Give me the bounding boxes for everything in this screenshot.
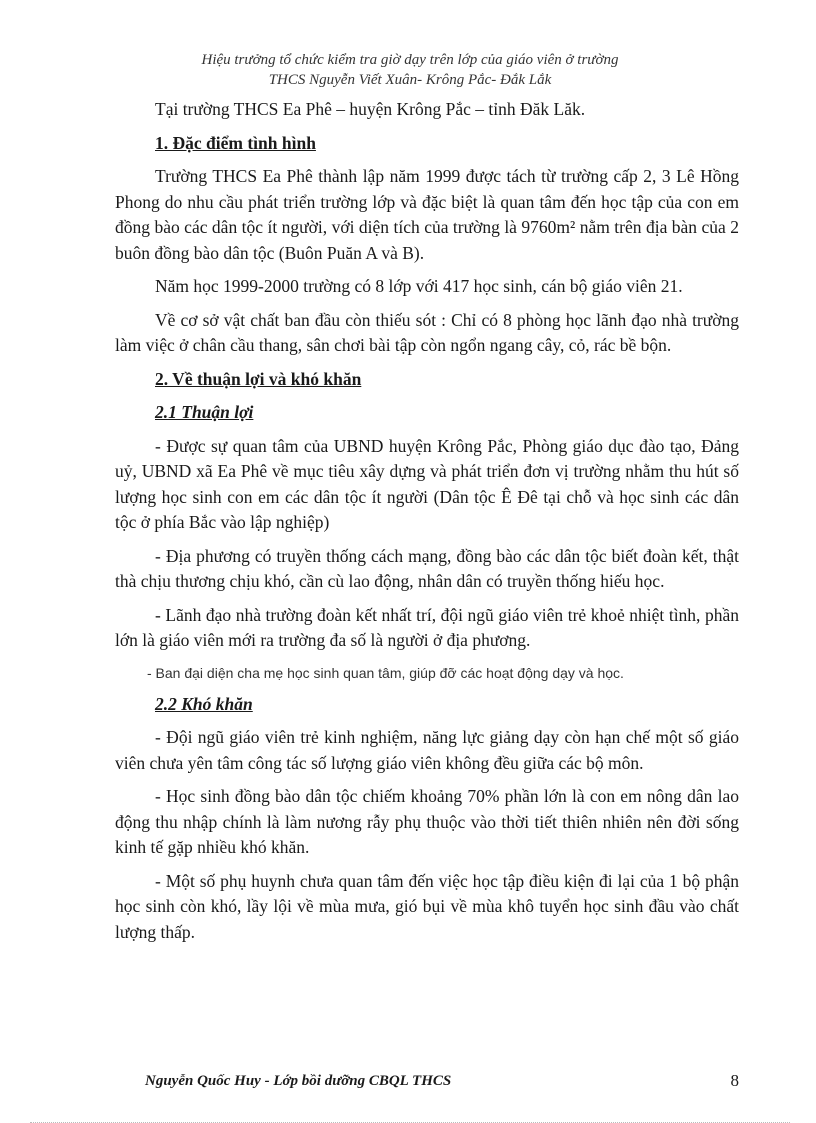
paragraph: Về cơ sở vật chất ban đầu còn thiếu sót : Chỉ có 8 phòng học lãnh đạo nhà trường làm việc ở chân cầu thang, sân chơi bài tập còn ngổn ngang cây, cỏ, rác bề bộn. — [115, 309, 739, 355]
paragraph: - Một số phụ huynh chưa quan tâm đến việc học tập điều kiện đi lại của 1 bộ phận học sinh còn khó, lầy lội về mùa mưa, gió bụi về mùa khô tuyển học sinh đầu vào chất lượng thấp. — [115, 870, 739, 942]
section-2-title: 2. Về thuận lợi và khó khăn — [155, 368, 362, 389]
subsection-2-2-heading — [155, 692, 739, 718]
paragraph: - Địa phương có truyền thống cách mạng, đồng bào các dân tộc biết đoàn kết, thật thà chịu thương chịu khó, cần cù lao động, nhân dân có truyền thống hiếu học. — [115, 545, 739, 591]
paragraph: Trường THCS Ea Phê thành lập năm 1999 được tách từ trường cấp 2, 3 Lê Hồng Phong do nhu cầu phát triển trường lớp và đặc biệt là quan tâm đến học tập của con em đồng bào các dân tộc ít người, với diện tích của trường là 9760m² nằm trên địa bàn của 2 buôn đồng bào dân tộc (Buôn Puăn A và B). — [115, 166, 739, 263]
running-header — [140, 50, 680, 90]
document-body — [115, 97, 739, 953]
footer-author: Nguyễn Quốc Huy - Lớp bồi dưỡng CBQL THCS — [145, 1073, 452, 1089]
section-1-title: 1. Đặc điểm tình hình — [155, 132, 316, 153]
subsection-2-2-title: 2.2 Khó khăn — [155, 693, 253, 714]
running-footer — [145, 1070, 739, 1092]
header-line-2: THCS Nguyễn Viết Xuân- Krông Pắc- Đắk Lắk — [268, 72, 552, 88]
subsection-2-1-title: 2.1 Thuận lợi — [155, 402, 254, 422]
paragraph: - Được sự quan tâm của UBND huyện Krông Pắc, Phòng giáo dục đào tạo, Đảng uỷ, UBND xã Ea Phê về mục tiêu xây dựng và phát triển đơn vị trường nhằm thu hút số lượng học sinh con em các dân tộc ít người (Dân tộc Ê Đê tại chỗ và học sinh các dân tộc ở phía Bắc vào lập nghiệp) — [115, 435, 739, 532]
section-2-heading — [155, 367, 739, 393]
paragraph: Năm học 1999-2000 trường có 8 lớp với 417 học sinh, cán bộ giáo viên 21. — [155, 276, 683, 296]
header-line-1: Hiệu trưởng tổ chức kiểm tra giờ dạy trên lớp của giáo viên ở trường — [201, 52, 619, 68]
section-1-heading — [155, 131, 739, 157]
paragraph: - Học sinh đồng bào dân tộc chiếm khoảng 70% phần lớn là con em nông dân lao động thu nhập chính là làm nương rẫy phụ thuộc vào thời tiết thiên nhiên nên đời sống kinh tế gặp nhiều khó khăn. — [115, 786, 739, 857]
paragraph: - Đội ngũ giáo viên trẻ kinh nghiệm, năng lực giảng dạy còn hạn chế một số giáo viên chưa yên tâm công tác số lượng giáo viên không đều giữa các bộ môn. — [115, 727, 739, 773]
paragraph: - Lãnh đạo nhà trường đoàn kết nhất trí, đội ngũ giáo viên trẻ khoẻ nhiệt tình, phần lớn là giáo viên mới ra trường đa số là người ở địa phương. — [115, 604, 739, 650]
paragraph: - Ban đại diện cha mẹ học sinh quan tâm, giúp đỡ các hoạt động dạy và học. — [147, 664, 624, 681]
intro-paragraph: Tại trường THCS Ea Phê – huyện Krông Pắc – tỉnh Đăk Lăk. — [155, 99, 586, 119]
subsection-2-1-heading — [155, 400, 739, 426]
page-number: 8 — [730, 1071, 739, 1090]
